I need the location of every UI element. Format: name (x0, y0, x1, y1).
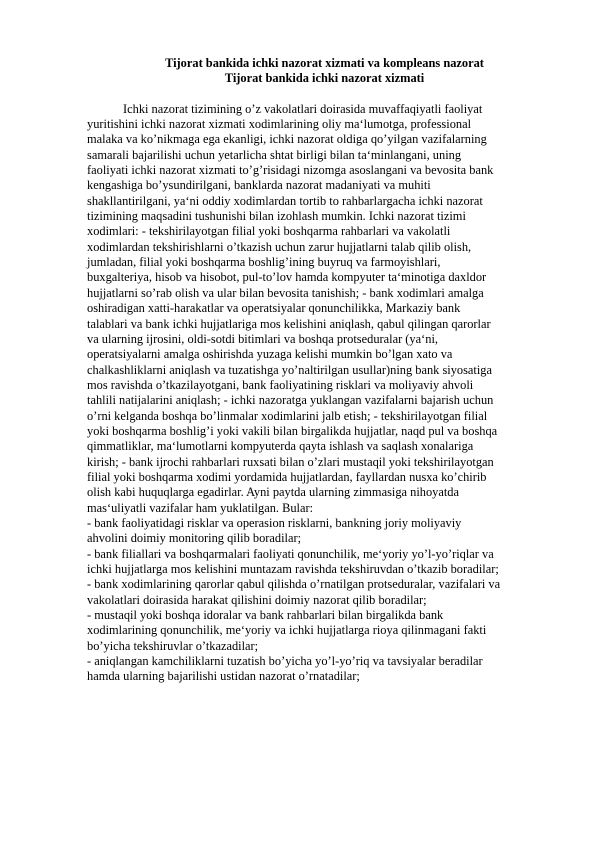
paragraph-line: shakllantirilgani, ya‘ni oddiy xodimlardan tortib to rahbarlargacha ichki nazorat (87, 193, 483, 208)
paragraph-line: filial yoki boshqarma xodimi yordamida hujjatlardan, fayllardan nusxa ko’chirib (87, 469, 487, 484)
list-item-line: xodimlarining qonunchilik, me‘yoriy va ichki hujjatlarga rioya qilinmagani fakti (87, 623, 487, 638)
paragraph-line: samarali bajarilishi uchun yetarlicha shtat birligi bilan ta‘minlangani, uning (87, 147, 462, 162)
duties-list (87, 516, 566, 685)
paragraph-line: o’rni kelganda boshqa bo’linmalar xodimlarini jalb etish; - tekshirilayotgan filial (87, 408, 488, 423)
paragraph-line: Ichki nazorat tizimining o’z vakolatlari doirasida muvaffaqiyatli faoliyat (123, 101, 483, 116)
paragraph-line: qimmatliklar, ma‘lumotlarni kompyuterda qayta ishlash va saqlash xonalariga (87, 439, 474, 454)
paragraph-line: mos ravishda o’tkazilayotgani, bank faoliyatining risklari va moliyaviy ahvoli (87, 377, 474, 392)
paragraph-line: xodimlari: - tekshirilayotgan filial yoki boshqarma rahbarlari va vakolatli (87, 224, 451, 239)
paragraph-line: operatsiyalarni amalga oshirishda yuzaga kelishi mumkin bo’lgan xato va (87, 347, 453, 362)
paragraph-line: kengashiga bo’ysundirilgani, banklarda nazorat madaniyati va muhiti (87, 178, 431, 193)
document-body (87, 102, 566, 685)
paragraph-line: tahlili natijalarini aniqlash; - ichki nazoratga yuklangan vazifalarni bajarish uchun (87, 393, 494, 408)
paragraph-line: talablari va bank ichki hujjatlariga mos kelishini aniqlash, qabul qilingan qarorlar (87, 316, 491, 331)
list-item-line: - bank xodimlarining qarorlar qabul qilishda o’rnatilgan protseduralar, vazifalari va (87, 577, 501, 592)
list-item-line: bo’yicha tekshiruvlar o’tkazadilar; (87, 638, 259, 653)
paragraph-line: tizimining maqsadini tushunishi bilan izohlash mumkin. Ichki nazorat tizimi (87, 209, 466, 224)
paragraph-line: jumladan, filial yoki boshqarma boshlig’ining buyruq va farmoyishlari, (87, 255, 441, 270)
paragraph-line: kirish; - bank ijrochi rahbarlari ruxsati bilan o’zlari mustaqil yoki tekshirilayotgan (87, 454, 494, 469)
paragraph-line: yuritishini ichki nazorat xizmati xodimlarining oliy ma‘lumotga, professional (87, 117, 472, 132)
title-block (87, 56, 562, 87)
paragraph-line: xodimlardan tekshirishlarni o’tkazish uchun zarur hujjatlarni talab qilib olish, (87, 239, 472, 254)
document-title: Tijorat bankida ichki nazorat xizmati va kompleans nazorat (165, 56, 484, 70)
list-item-line: - bank faoliyatidagi risklar va operasion risklarni, bankning joriy moliyaviy (87, 515, 462, 530)
list-item-line: vakolatlari doirasida harakat qilishini doimiy nazorat qilib boradilar; (87, 592, 427, 607)
paragraph-line: mas‘uliyatli vazifalar ham yuklatilgan. Bular: (87, 500, 314, 515)
paragraph-line: malaka va ko’nikmaga ega ekanligi, ichki nazorat oldiga qo’yilgan vazifalarning (87, 132, 487, 147)
list-item-line: ahvolini doimiy monitoring qilib boradilar; (87, 531, 302, 546)
paragraph-line: oshiradigan xatti-harakatlar va operatsiyalar qonunchilikka, Markaziy bank (87, 301, 461, 316)
paragraph-line: hujjatlarni so’rab olish va ular bilan bevosita tanishish; - bank xodimlari amalga (87, 285, 484, 300)
paragraph-line: yoki boshqarma boshlig’i yoki vakili bilan birgalikda hujjatlar, naqd pul va boshqa (87, 423, 498, 438)
list-item-line: - aniqlangan kamchiliklarni tuzatish bo’yicha yo’l-yo’riq va tavsiyalar beradilar (87, 654, 483, 669)
main-paragraph (87, 102, 566, 516)
paragraph-line: chalkashliklarni aniqlash va tuzatishga yo’naltirilgan usullar)ning bank siyosatiga (87, 362, 493, 377)
list-item-line: ichki hujjatlarga mos kelishini muntazam ravishda tekshiruvdan o’tkazib boradilar; (87, 562, 499, 576)
list-item-line: - mustaqil yoki boshqa idoralar va bank rahbarlari bilan birgalikda bank (87, 608, 444, 623)
paragraph-line: buxgalteriya, hisob va hisobot, pul-to’lov hamda kompyuter ta‘minotiga daxldor (87, 270, 487, 285)
spacer (87, 87, 566, 102)
document-subtitle: Tijorat bankida ichki nazorat xizmati (224, 71, 425, 86)
list-item-line: - bank filiallari va boshqarmalari faoliyati qonunchilik, me‘yoriy yo’l-yo’riqlar va (87, 546, 494, 561)
paragraph-line: olish kabi huquqlarga egadirlar. Ayni paytda ularning zimmasiga nihoyatda (87, 485, 459, 500)
paragraph-line: va ularning ijrosini, oldi-sotdi bitimlari va boshqa protseduralar (ya‘ni, (87, 331, 438, 346)
paragraph-line: faoliyati ichki nazorat xizmati to’g’risidagi nizomga asoslangani va bevosita bank (87, 163, 494, 178)
list-item-line: hamda ularning bajarilishi ustidan nazorat o’rnatadilar; (87, 669, 360, 684)
